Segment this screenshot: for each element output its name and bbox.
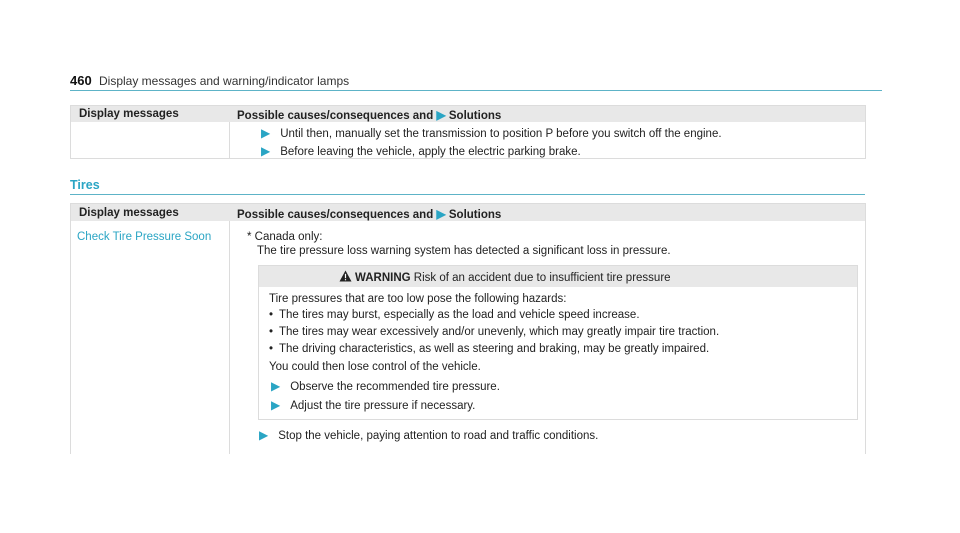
arrow-right-icon: ▶ [436, 207, 446, 221]
page-number: 460 [70, 73, 92, 88]
canada-text: The tire pressure loss warning system has detected a significant loss in pressure. [257, 245, 671, 257]
section-rule [70, 194, 865, 195]
col-causes-solutions: Possible causes/consequences and ▶ Solutions [237, 207, 502, 221]
step-item: ▶ Adjust the tire pressure if necessary. [271, 398, 476, 412]
arrow-right-icon: ▶ [261, 126, 271, 140]
arrow-right-icon: ▶ [436, 108, 446, 122]
list-item: • The tires may burst, especially as the load and vehicle speed increase. [269, 309, 640, 321]
col-display-messages: Display messages [79, 207, 179, 219]
page-header-title: Display messages and warning/indicator lamps [99, 74, 350, 88]
warning-box [258, 265, 858, 420]
warning-triangle-icon [339, 270, 352, 282]
arrow-right-icon: ▶ [259, 428, 269, 442]
list-item: • The tires may wear excessively and/or unevenly, which may greatly impair tire traction. [269, 326, 720, 338]
arrow-right-icon: ▶ [261, 144, 271, 158]
final-step: ▶ Stop the vehicle, paying attention to road and traffic conditions. [259, 428, 599, 442]
header-rule [70, 90, 882, 91]
display-messages-table-continued [70, 105, 866, 159]
warning-intro: Tire pressures that are too low pose the following hazards: [269, 293, 567, 305]
col-display-messages: Display messages [79, 108, 179, 120]
column-divider [229, 221, 230, 454]
column-divider [229, 122, 230, 158]
warning-consequence: You could then lose control of the vehicle. [269, 361, 481, 373]
step-item: ▶ Observe the recommended tire pressure. [271, 379, 500, 393]
canada-label: * Canada only: [247, 231, 323, 243]
step-item: ▶ Until then, manually set the transmission to position P before you switch off the engine. [261, 126, 722, 140]
warning-title: WARNING Risk of an accident due to insufficient tire pressure [339, 270, 671, 284]
arrow-right-icon: ▶ [271, 398, 281, 412]
col-causes-solutions: Possible causes/consequences and ▶ Solutions [237, 108, 502, 122]
arrow-right-icon: ▶ [271, 379, 281, 393]
display-message-check-tire-pressure: Check Tire Pressure Soon [77, 231, 212, 243]
section-title: Tires [70, 178, 100, 192]
step-item: ▶ Before leaving the vehicle, apply the electric parking brake. [261, 144, 581, 158]
list-item: • The driving characteristics, as well as steering and braking, may be greatly impaired. [269, 343, 710, 355]
